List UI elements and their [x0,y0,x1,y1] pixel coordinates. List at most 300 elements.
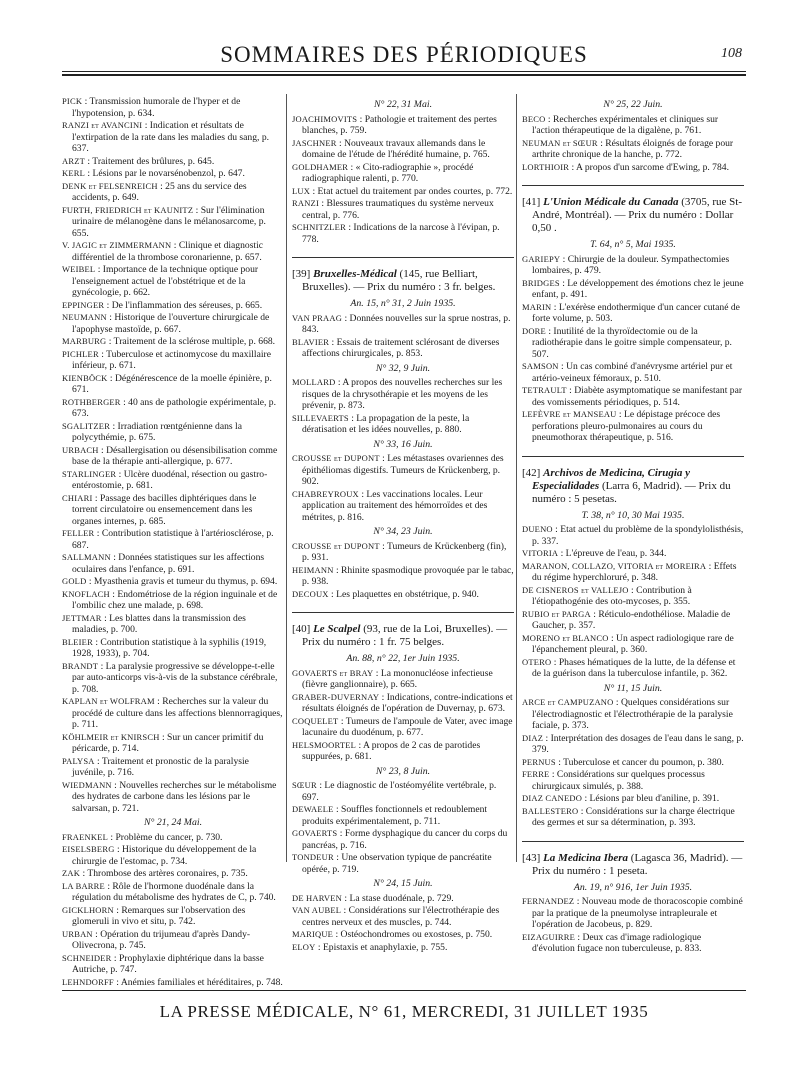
article-entry [62,929,284,952]
article-title: : 40 ans de pathologie expérimentale, p. 673. [72,396,276,419]
article-title: : Résultats éloignés de forage pour arthrite chronique de la hanche, p. 772. [532,137,734,160]
article-author: DENK et FELSENREICH [62,180,158,191]
article-entry [292,929,514,941]
article-author: GOVAERTS [292,828,338,838]
article-author: VITORIA [522,548,559,558]
column-divider [516,94,517,862]
column-1 [62,96,284,989]
section-divider [292,612,514,613]
article-title: : Effets du régime hyperchloruré, p. 348. [532,560,737,583]
article-title: : Le dépistage précoce des perforations pleuro-pulmonaires au cours du pneumothorax thérapeutique, p. 516. [532,409,721,443]
article-author: EPPINGER [62,299,105,310]
article-entry [62,637,284,660]
article-author: NEUMANN [62,312,107,322]
article-entry [62,181,284,204]
article-entry [62,977,284,989]
article-author: RANZI et AVANCINI [62,120,143,130]
article-entry [62,493,284,528]
article-author: PALYSA [62,755,95,766]
article-title: : Considérations sur l'électrothérapie des centres nerveux et des muscles, p. 744. [302,905,500,928]
article-entry [522,633,744,656]
article-entry [292,198,514,221]
journal-info: (145, rue Belliart, Bruxelles). — Prix du numéro : 3 fr. belges. [302,268,496,293]
article-title: : 25 ans du service des accidents, p. 649. [72,180,247,203]
article-title: : Prophylaxie diphtérique dans la basse Autriche, p. 747. [72,952,264,975]
issue-heading: T. 64, n° 5, Mai 1935. [590,239,676,250]
journal-info: (3705, rue St-André, Montréal). — Prix du numéro : Dollar 0,50 . [532,196,742,234]
article-entry [62,756,284,779]
article-title: : Quelques considérations sur l'électrodiagnostic et l'électrothérapie de la paralysie faciale, p. 373. [532,697,733,731]
article-author: SCHNEIDER [62,952,112,963]
issue-heading: N° 25, 22 Juin. [603,99,663,110]
article-title: : Interprétation des dosages de l'eau dans le sang, p. 379. [532,732,744,755]
journal-heading [292,623,514,649]
article-entry [62,613,284,636]
article-entry [522,524,744,547]
column-3 [522,96,744,956]
article-entry [62,397,284,420]
article-author: URBACH [62,444,99,455]
article-title: : Anémies familiales et héréditaires, p. 748. [116,976,283,988]
article-author: URBAN [62,928,93,939]
article-author: DE HARVEN [292,892,342,903]
article-entry [522,138,744,161]
article-title: : Réticulo-endothéliose. Maladie de Gaucher, p. 357. [532,608,731,631]
page-header [62,42,746,70]
article-author: JOACHIMOVITS [292,113,358,124]
article-author: ZAK [62,868,81,878]
article-title: : Problème du cancer, p. 730. [110,831,223,843]
article-title: : Considérations sur quelques processus chirurgicaux simulés, p. 388. [532,769,705,792]
article-title: : Le développement des émotions chez le jeune enfant, p. 491. [532,277,744,300]
article-entry [62,264,284,299]
article-author: KERL [62,168,85,178]
issue-heading: N° 33, 16 Juin. [373,438,433,450]
article-title: : Thrombose des artères coronaires, p. 735. [82,868,248,879]
article-author: CHABREYROUX [292,488,359,499]
article-title: : Nouveau mode de thoracoscopie combiné par la pratique de la pneumolyse intrapleurale et l'opération de Jacobeus, p. 829. [532,896,743,930]
page-title: SOMMAIRES DES PÉRIODIQUES [220,42,588,67]
article-entry [292,692,514,715]
article-entry [522,409,744,444]
article-entry [522,561,744,584]
article-entry [62,205,284,240]
article-entry [62,732,284,755]
article-author: RUBIO et PARGA [522,608,591,619]
article-title: : Lésions par le novarsénobenzol, p. 647. [87,168,245,179]
journal-name: Le Scalpel [313,623,361,635]
article-title: : Etat actuel du problème de la spondylolisthésis, p. 337. [532,524,744,547]
article-entry [522,733,744,756]
article-title: : La mononucléose infectieuse (fièvre ganglionnaire), p. 665. [302,667,493,690]
article-author: MORENO et BLANCO [522,632,609,643]
article-author: HELSMOORTEL [292,739,357,750]
article-author: CROUSSE et DUPONT [292,453,380,463]
article-entry [62,832,284,844]
article-author: WIEDMANN [62,779,112,790]
article-entry [62,300,284,312]
article-author: GOLDHAMER [292,161,349,172]
article-title: : Chirurgie de la douleur. Sympathectomies lombaires, p. 479. [532,253,730,276]
article-author: SILLEVAERTS [292,412,349,423]
article-title: : De l'inflammation des séreuses, p. 665. [106,299,263,311]
article-title: : Sur un cancer primitif du péricarde, p. 714. [72,731,264,754]
page-number: 108 [721,46,742,61]
footer-rule [62,990,746,991]
article-title: : Pathologie et traitement des pertes blanches, p. 759. [302,113,497,136]
article-author: DIAZ [522,732,544,743]
article-entry [292,804,514,827]
article-title: : Traitement de la sclérose multiple, p. 668. [108,336,276,347]
article-entry [62,312,284,335]
article-entry [292,114,514,137]
article-entry [522,548,744,560]
article-author: BRIDGES [522,277,560,288]
article-entry [522,806,744,829]
article-title: : Phases hématiques de la lutte, de la défense et de la guérison dans la tuberculose infantile, p. 362. [532,656,736,679]
issue-heading: An. 15, n° 31, 2 Juin 1935. [350,298,456,309]
article-entry [62,421,284,444]
article-title: : Rôle de l'hormone duodénale dans la régulation du métabolisme des hydrates de C, p. 740. [72,880,276,903]
article-author: STARLINGER [62,468,117,479]
article-author: SCHNITZLER [292,222,346,232]
article-author: ELOY [292,941,316,952]
article-author: TONDEUR [292,852,334,862]
article-author: MARBURG [62,336,107,346]
journal-number: [42] [522,466,541,479]
article-author: LA BARRE [62,880,105,891]
article-author: FURTH, FRIEDRICH et KAUNITZ [62,204,194,215]
journal-number: [41] [522,196,541,208]
article-title: : Recherches sur la valeur du procédé de culture dans les affections blennorragiques, p. 711. [72,696,283,730]
article-entry [292,828,514,851]
article-entry [522,932,744,955]
article-entry [62,240,284,263]
article-entry [62,445,284,468]
article-title: : La stase duodénale, p. 729. [344,892,454,904]
article-entry [62,349,284,372]
article-author: KÖHLMEIR et KNIRSCH [62,731,160,742]
article-entry [522,385,744,408]
article-author: EISELSBERG [62,844,115,854]
article-entry [62,696,284,731]
column-2 [292,96,514,954]
issue-heading: N° 23, 8 Juin. [375,765,431,777]
section-divider [292,257,514,258]
journal-info: (Lagasca 36, Madrid). — Prix du numéro : 1 peseta. [532,851,743,877]
article-title: : Historique du développement de la chirurgie de l'estomac, p. 734. [72,844,257,867]
article-author: ARZT [62,155,85,166]
article-title: : Transmission humorale de l'hyper et de l'hypotension, p. 634. [72,96,241,119]
article-author: DUENO [522,524,553,534]
article-title: : Importance de la technique optique pour l'enseignement actuel de l'obstétrique et de la gynécologie, p. 662. [72,264,259,298]
article-title: : Etat actuel du traitement par ondes courtes, p. 772. [312,185,513,197]
issue-heading: N° 34, 23 Juin. [373,526,433,537]
article-entry [292,716,514,739]
article-author: BLAVIER [292,336,330,347]
article-entry [522,278,744,301]
article-entry [292,162,514,185]
article-author: LUX [292,185,311,196]
issue-heading: N° 11, 15 Juin. [603,682,663,694]
article-author: DE CISNEROS et VALLEJO [522,584,629,595]
article-title: : Inutilité de la thyroïdectomie ou de la radiothérapie dans le goitre simple compensateur, p. 507. [532,325,732,360]
article-title: : Nouvelles recherches sur le métabolisme des hydrates de carbone dans les lésions par le salvarsan, p. 721. [72,779,277,814]
article-title: : Recherches expérimentales et cliniques sur l'action thérapeutique de la digalène, p. 761. [532,113,719,136]
article-title: : Contribution statistique à l'artériosclérose, p. 687. [72,528,274,551]
article-title: : Rhinite spasmodique provoquée par le tabac, p. 938. [302,564,514,587]
header-rule-thick [62,74,746,76]
article-author: MARIN [522,301,552,312]
article-author: FELLER [62,528,95,538]
article-author: EIZAGUIRRE [522,931,575,942]
article-entry [522,609,744,632]
section-divider [522,456,744,457]
journal-name: Bruxelles-Médical [313,268,397,280]
article-author: HEIMANN [292,564,334,575]
article-title: : Endométriose de la région inguinale et de l'ombilic chez une malade, p. 698. [72,588,278,611]
issue-heading: N° 22, 31 Mai. [373,99,433,110]
article-author: SGALITZER [62,420,111,431]
article-author: DEWAELE [292,804,334,814]
article-entry [62,528,284,551]
article-entry [62,844,284,867]
article-author: KIENBÖCK [62,372,108,383]
article-title: : Sur l'élimination urinaire de mélanogène dans le mélanosarcome, p. 655. [72,204,266,239]
article-entry [292,377,514,412]
article-title: : Clinique et diagnostic différentiel de la thrombose coronarienne, p. 657. [72,240,264,263]
article-author: TETRAULT [522,385,567,395]
article-author: CHIARI [62,492,93,503]
article-entry [292,740,514,763]
journal-name: Archivos de Medicina, Cirugia y Especialidades [532,466,691,492]
article-author: LORTHIOIR [522,161,570,172]
article-title: : Myasthenia gravis et tumeur du thymus, p. 694. [88,576,278,587]
article-entry [522,254,744,277]
article-entry [522,162,744,174]
article-entry [292,489,514,524]
article-author: JASCHNER [292,137,337,148]
article-title: : Historique de l'ouverture chirurgicale de l'apophyse mastoïde, p. 667. [72,312,270,335]
article-entry [292,893,514,905]
article-entry [62,905,284,928]
article-title: : Tuberculose et actinomycose du maxillaire inférieur, p. 671. [72,348,271,371]
article-entry [292,186,514,198]
article-author: BLEIER [62,636,93,647]
article-entry [292,942,514,954]
article-author: MARANON, COLLAZO, VITORIA et MOREIRA [522,560,707,571]
article-title: : Traitement et pronostic de la paralysie juvénile, p. 716. [72,755,249,778]
article-title: : Opération du trijumeau d'après Dandy-Olivecrona, p. 745. [72,928,251,951]
article-entry [62,336,284,348]
article-title: : Indications de la narcose à l'évipan, p. 778. [302,222,500,245]
article-title: : Contribution statistique à la syphilis (1919, 1928, 1933), p. 704. [72,636,267,659]
article-title: : Lésions par bleu d'aniline, p. 391. [584,793,720,804]
article-entry [522,657,744,680]
article-author: KNOFLACH [62,588,110,599]
article-title: : Tuberculose et cancer du poumon, p. 380. [558,756,724,768]
journal-name: L'Union Médicale du Canada [543,196,679,208]
article-author: GARIEPY [522,253,561,264]
article-entry [62,469,284,492]
journal-number: [43] [522,851,541,864]
article-title: : A propos des nouvelles recherches sur les risques de la chrysothérapie et les moyens de les prévenir, p. 873. [302,377,503,411]
article-author: RANZI [292,198,319,208]
article-author: GOLD [62,576,87,586]
article-author: DIAZ CANEDO [522,793,583,803]
article-author: PICK [62,96,83,106]
article-author: OTERO [522,656,552,667]
article-title: : La propagation de la peste, la dératisation et les idées nouvelles, p. 880. [302,412,470,435]
issue-heading: N° 21, 24 Mai. [143,817,203,828]
article-author: GOVAERTS et BRAY [292,667,374,678]
article-author: CROUSSE et DUPONT [292,540,380,551]
article-entry [292,138,514,161]
article-title: : Le diagnostic de l'ostéomyélite vertébrale, p. 697. [302,780,497,803]
article-title: : Un aspect radiologique rare de l'épanchement pleural, p. 360. [532,632,734,655]
article-entry [292,541,514,564]
article-title: : Traitement des brûlures, p. 645. [87,155,215,167]
article-title: : Forme dysphagique du cancer du corps du pancréas, p. 716. [302,828,508,851]
article-entry [62,576,284,588]
article-author: SALLMANN [62,552,111,562]
section-divider [522,841,744,842]
article-entry [62,780,284,815]
article-title: : L'exérèse endothermique d'un cancer cutané de forte volume, p. 503. [532,301,740,324]
article-entry [292,313,514,336]
journal-number: [39] [292,268,311,280]
article-title: : Blessures traumatiques du système nerveux central, p. 776. [302,198,494,221]
article-title: : Données nouvelles sur la sprue nostras, p. 843. [302,312,511,335]
article-title: : Deux cas d'image radiologique d'évolution fugace non tuberculeuse, p. 833. [532,931,702,954]
article-title: : Remarques sur l'observation des glomeruli in vivo et situ, p. 742. [72,904,246,927]
article-title: : Un cas combiné d'anévrysme artériel pur et artério-veineux fémoraux, p. 510. [532,361,733,384]
article-entry [292,852,514,875]
article-entry [62,96,284,119]
article-title: : A propos de 2 cas de parotides suppurées, p. 681. [302,739,481,762]
article-entry [522,585,744,608]
article-entry [522,896,744,931]
article-entry [522,361,744,384]
journal-number: [40] [292,623,311,635]
article-title: : Diabète asymptomatique se manifestant par des vomissements périodiques, p. 514. [532,385,743,408]
article-entry [62,552,284,575]
article-author: GICKLHORN [62,904,114,915]
article-title: : Ulcère duodénal, résection ou gastro-entérostomie, p. 681. [72,468,268,491]
article-author: MARIQUE [292,929,334,939]
journal-info: (93, rue de la Loi, Bruxelles). — Prix du numéro : 1 fr. 75 belges. [302,623,508,648]
header-rule [62,71,746,72]
article-entry [522,697,744,732]
article-author: ROTHBERGER [62,396,121,407]
journal-heading [292,268,514,294]
article-author: GRABER-DUVERNAY [292,691,380,702]
article-title: : Ostéochondromes ou exostoses, p. 750. [335,929,493,940]
article-entry [62,168,284,180]
article-title: : Irradiation rœntgénienne dans la polycythémie, p. 675. [72,420,242,443]
journal-heading [522,852,744,878]
article-title: : Contribution à l'étiopathogénie des oto-mycoses, p. 355. [532,584,692,607]
article-entry [292,905,514,928]
article-entry [62,373,284,396]
article-author: PICHLER [62,348,99,359]
article-entry [522,793,744,805]
article-entry [522,326,744,361]
article-entry [62,120,284,155]
article-title: : Indications, contre-indications et résultats éloignés de l'opération de Duvernay, p. 673. [302,691,513,714]
issue-heading: N° 24, 15 Juin. [373,878,433,889]
journal-name: La Medicina Ibera [543,851,629,864]
article-author: DORE [522,325,546,336]
issue-heading: An. 88, n° 22, 1er Juin 1935. [346,653,460,664]
issue-heading: T. 38, n° 10, 30 Mai 1935. [581,509,685,521]
article-author: BALLESTERO [522,805,579,816]
journal-heading [522,196,744,235]
article-title: : Passage des bacilles diphtériques dans le torrent circulatoire ou ensemencement dans les organes internes, p. 685. [72,492,257,527]
article-title: : Dégénérescence de la moelle épinière, p. 671. [72,372,272,395]
article-entry [292,222,514,245]
article-title: : Souffles fonctionnels et redoublement produits expérimentalement, p. 711. [302,804,488,827]
column-divider [286,94,287,862]
article-title: : Une observation typique de pancréatite opérée, p. 719. [302,852,492,875]
article-author: JETTMAR [62,612,102,623]
page-footer: LA PRESSE MÉDICALE, N° 61, MERCREDI, 31 JUILLET 1935 [159,1002,649,1021]
article-entry [292,565,514,588]
article-author: FERRE [522,769,550,779]
issue-heading: An. 19, n° 916, 1er Juin 1935. [573,881,693,893]
article-entry [292,589,514,601]
article-entry [292,453,514,488]
article-entry [522,114,744,137]
article-title: : La paralysie progressive se développe-t-elle par auto-anticorps vis-à-vis de la substance cérébrale, p. 708. [72,660,278,695]
journal-heading [522,467,744,506]
issue-heading: N° 32, 9 Juin. [375,362,431,374]
article-entry [62,881,284,904]
article-entry [292,413,514,436]
article-author: FERNANDEZ [522,896,575,906]
article-title: : Considérations sur la charge électrique des germes et sur sa détermination, p. 393. [532,805,735,828]
article-title: : Les plaquettes en obstétrique, p. 940. [331,588,479,600]
article-title: : L'épreuve de l'eau, p. 344. [560,548,667,559]
article-entry [62,661,284,696]
article-entry [62,868,284,880]
article-title: : Indication et résultats de l'extirpation de la rate dans les maladies du sang, p. 637. [72,120,270,154]
article-entry [292,668,514,691]
article-entry [292,780,514,803]
article-entry [522,757,744,769]
article-author: PERNUS [522,756,556,767]
article-entry [62,589,284,612]
article-author: SAMSON [522,361,559,371]
article-title: : « Cito-radiographie », procédé radiographique ralenti, p. 770. [302,161,474,184]
article-author: KAPLAN et WOLFRAM [62,696,155,706]
article-author: LEHNDORFF [62,976,114,987]
article-entry [62,156,284,168]
article-title: : Nouveaux travaux allemands dans le domaine de l'étude de l'hérédité humaine, p. 765. [302,137,490,160]
article-author: DECOUX [292,588,329,599]
article-title: : Les métastases ovariennes des épithéliomas digestifs. Tumeurs de Krückenberg, p. 902. [302,453,504,487]
article-title: : Les blattes dans la transmission des maladies, p. 700. [72,612,246,635]
section-divider [522,185,744,186]
article-entry [522,302,744,325]
article-title: : Tumeurs de Krückenberg (fin), p. 931. [302,540,507,563]
article-entry [522,769,744,792]
article-author: BRANDT [62,660,99,671]
article-author: MOLLARD [292,377,336,387]
article-author: NEUMAN et SŒUR [522,137,598,148]
article-author: WEIBEL [62,264,96,274]
article-author: ARCE et CAMPUZANO [522,697,614,707]
